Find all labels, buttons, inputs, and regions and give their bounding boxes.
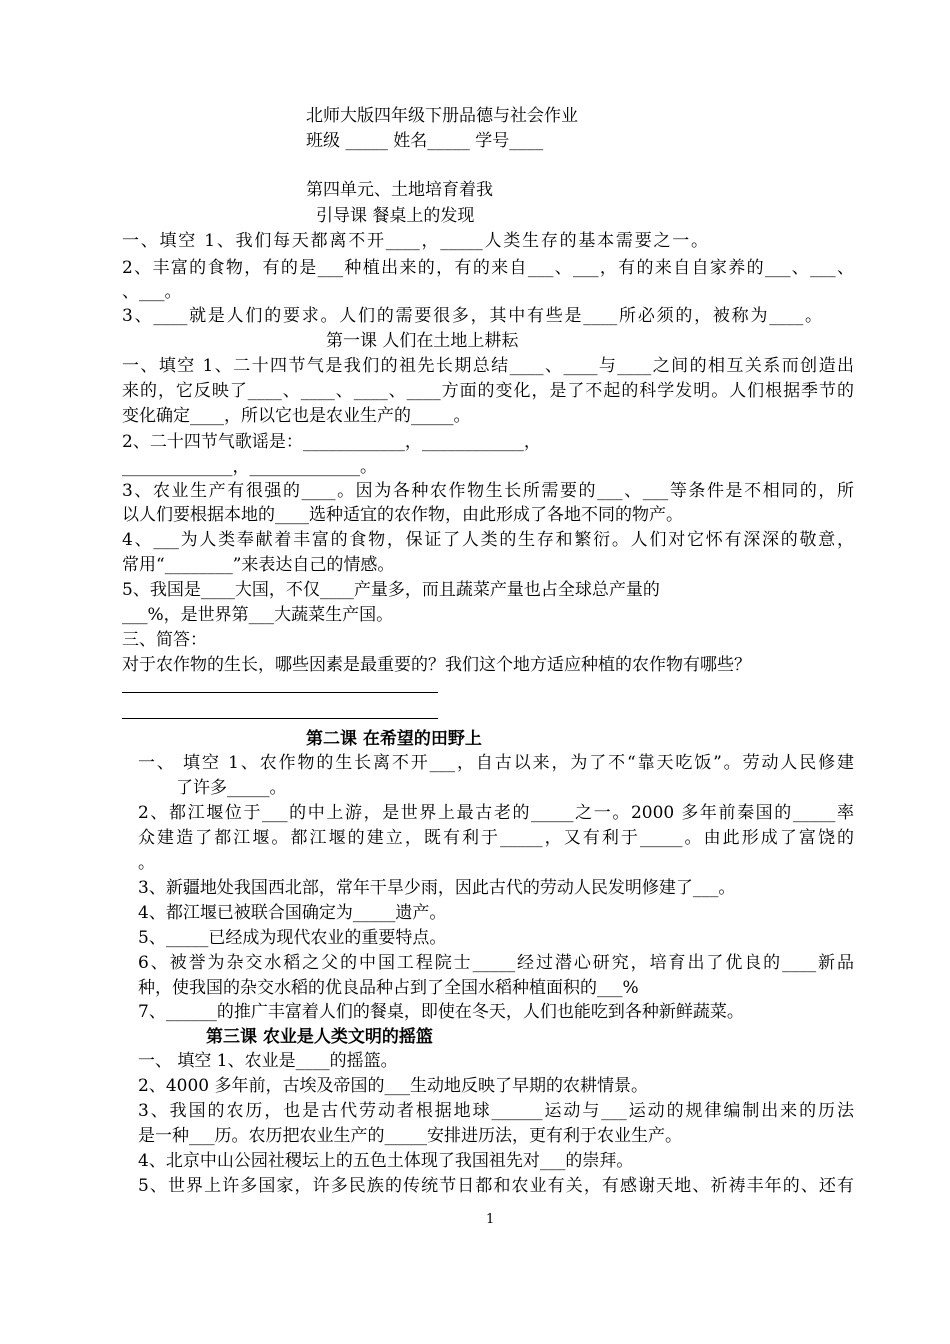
- intro-question-2-cont: 、___。: [122, 282, 182, 302]
- lesson3-question-4: 4、北京中山公园社稷坛上的五色土体现了我国祖先对___的崇拜。: [138, 1151, 634, 1171]
- lesson2-question-4: 4、都江堰已被联合国确定为_____遗产。: [138, 903, 447, 923]
- lesson1-question-1-cont: 来的，它反映了____、____、____、____方面的变化，是了不起的科学发明。人们根据季节的: [122, 381, 854, 401]
- lesson2-question-5: 5、_____已经成为现代农业的重要特点。: [138, 928, 447, 948]
- lesson3-question-2: 2、4000 多年前，古埃及帝国的___生动地反映了早期的农耕情景。: [138, 1076, 648, 1096]
- lesson2-question-1: 一、 填空 1、农作物的生长离不开___，自古以来，为了不“靠天吃饭”。劳动人民修建: [138, 753, 854, 773]
- page-number: 1: [486, 1212, 495, 1227]
- lesson2-question-1-cont: 了许多_____。: [176, 778, 287, 798]
- lesson1-question-5-cont: ___%，是世界第___大蔬菜生产国。: [122, 605, 394, 625]
- short-answer-heading: 三、简答：: [122, 630, 207, 650]
- lesson3-title: 第三课 农业是人类文明的摇篮: [206, 1027, 433, 1047]
- answer-line: [122, 718, 438, 719]
- page-title: 北师大版四年级下册品德与社会作业: [306, 106, 578, 126]
- lesson1-question-1-end: 变化确定____，所以它也是农业生产的_____。: [122, 406, 471, 426]
- lesson3-question-5: 5、世界上许多国家，许多民族的传统节日都和农业有关，有感谢天地、祈祷丰年的、还有: [138, 1176, 854, 1196]
- intro-question-2: 2、丰富的食物，有的是___种植出来的，有的来自___、___，有的来自自家养的___、___、: [122, 258, 854, 278]
- lesson3-question-3: 3、我国的农历，也是古代劳动者根据地球______运动与___运动的规律编制出来的历法: [138, 1101, 854, 1121]
- lesson2-question-2-end: 。: [138, 853, 155, 873]
- lesson1-question-2-cont: _____________，_____________。: [122, 457, 377, 477]
- lesson1-question-2: 2、二十四节气歌谣是：____________，____________，: [122, 432, 541, 452]
- short-answer-question: 对于农作物的生长，哪些因素是最重要的？我们这个地方适应种植的农作物有哪些？: [122, 655, 751, 675]
- lesson2-question-3: 3、新疆地处我国西北部，常年干旱少雨，因此古代的劳动人民发明修建了___。: [138, 878, 736, 898]
- lesson1-question-3: 3、农业生产有很强的____。因为各种农作物生长所需要的___、___等条件是不相同的，所: [122, 481, 854, 501]
- answer-line: [122, 692, 438, 693]
- lesson2-question-2-cont: 众建造了都江堰。都江堰的建立，既有利于_____，又有利于_____。由此形成了富饶的: [138, 828, 854, 848]
- unit-title: 第四单元、土地培育着我: [306, 180, 493, 200]
- lesson2-question-2: 2、都江堰位于___的中上游，是世界上最古老的_____之一。2000 多年前秦国的_____率: [138, 803, 854, 823]
- lesson1-question-4-cont: 常用“________”来表达自己的情感。: [122, 555, 395, 575]
- lesson2-question-6: 6、被誉为杂交水稻之父的中国工程院士_____经过潜心研究，培育出了优良的____新品: [138, 953, 854, 973]
- lesson3-question-1: 一、 填空 1、农业是____的摇篮。: [138, 1051, 398, 1071]
- student-info-line: 班级 _____ 姓名_____ 学号____: [306, 131, 544, 151]
- lesson2-question-6-cont: 种，使我国的杂交水稻的优良品种占到了全国水稻种植面积的___%: [138, 978, 639, 998]
- lesson2-title: 第二课 在希望的田野上: [306, 729, 482, 749]
- intro-question-3: 3、____就是人们的要求。人们的需要很多，其中有些是____所必须的，被称为____。: [122, 306, 822, 326]
- intro-question-1: 一、填空 1、我们每天都离不开____，_____人类生存的基本需要之一。: [122, 231, 708, 251]
- lesson1-question-1: 一、填空 1、二十四节气是我们的祖先长期总结____、____与____之间的相互关系而创造出: [122, 356, 854, 376]
- lesson2-question-7: 7、______的推广丰富着人们的餐桌，即使在冬天，人们也能吃到各种新鲜蔬菜。: [138, 1002, 744, 1022]
- lesson1-question-4: 4、___为人类奉献着丰富的食物，保证了人类的生存和繁衍。人们对它怀有深深的敬意，: [122, 530, 854, 550]
- lesson3-question-3-cont: 是一种___历。农历把农业生产的_____安排进历法，更有利于农业生产。: [138, 1126, 682, 1146]
- intro-lesson-title: 引导课 餐桌上的发现: [316, 206, 475, 226]
- lesson1-title: 第一课 人们在土地上耕耘: [326, 331, 519, 351]
- lesson1-question-3-cont: 以人们要根据本地的____选种适宜的农作物，由此形成了各地不同的物产。: [122, 505, 683, 525]
- lesson1-question-5: 5、我国是____大国，不仅____产量多，而且蔬菜产量也占全球总产量的: [122, 580, 660, 600]
